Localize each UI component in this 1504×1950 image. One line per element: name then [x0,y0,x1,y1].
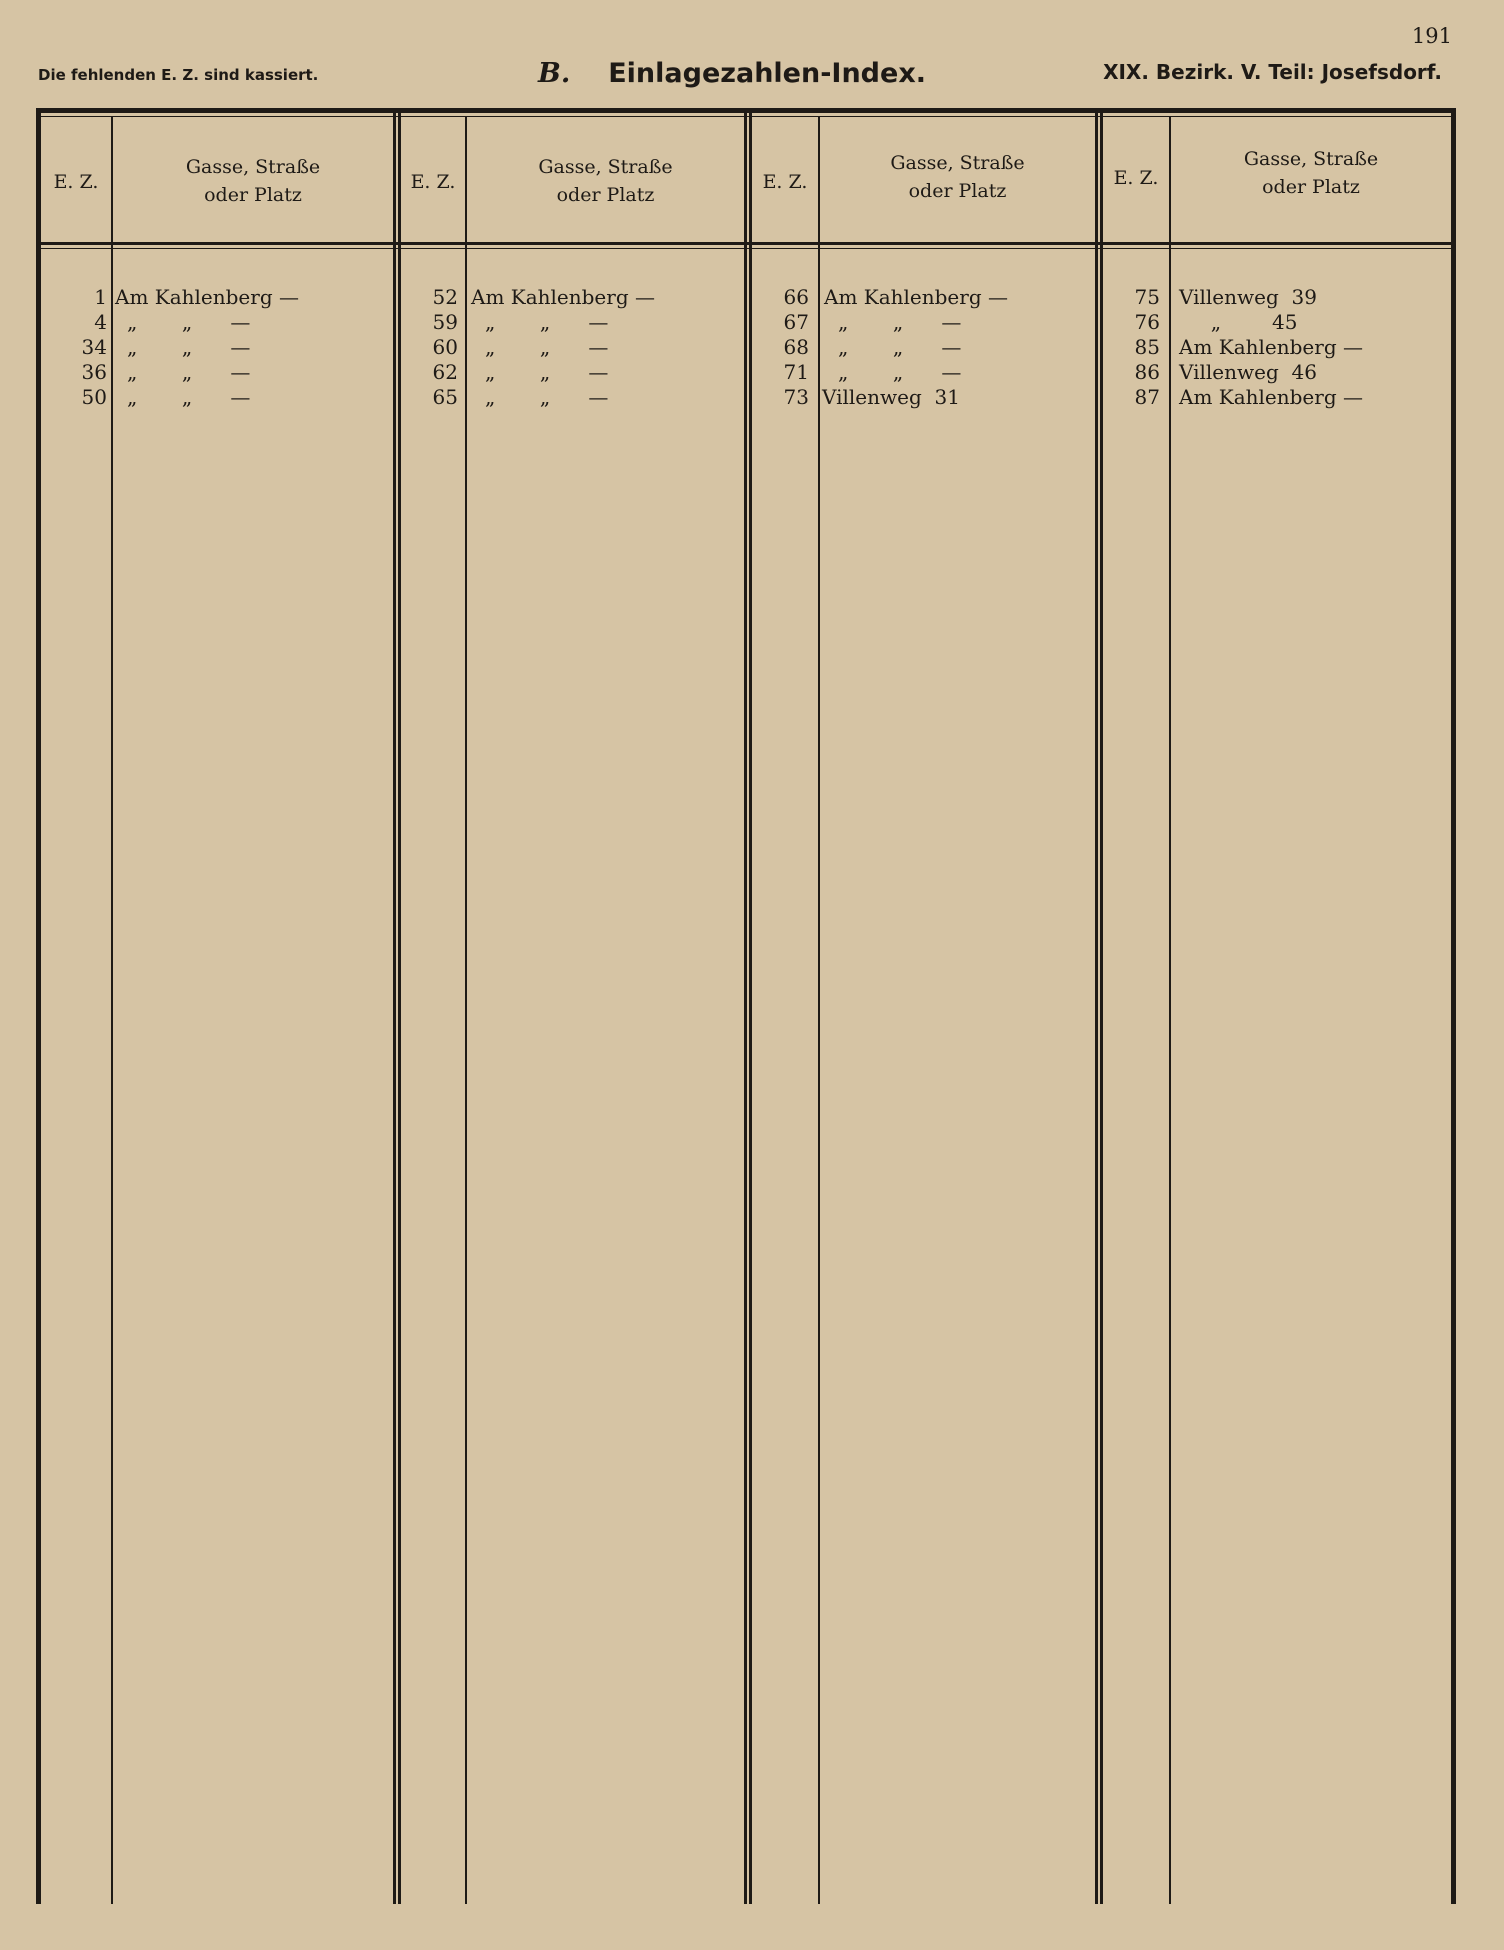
index-group-3 [752,113,1095,1904]
street-header-line2: oder Platz [204,184,302,206]
ez-number: 52 [432,285,458,309]
street-name: „ „ — [127,385,251,409]
group-rows [401,285,744,410]
list-item [41,285,393,310]
group-divider-3 [1095,113,1103,1904]
list-item [752,310,1095,335]
street-name: „ „ — [127,360,251,384]
index-group-1 [41,113,393,1904]
street-name: „ „ — [485,335,609,359]
list-item [401,360,744,385]
ez-number: 4 [94,310,107,334]
street-header-line2: oder Platz [1262,176,1360,198]
street-name: „ „ — [127,335,251,359]
ez-number: 75 [1134,285,1160,309]
ez-number: 60 [432,335,458,359]
street-name: „ „ — [838,335,962,359]
street-header-line2: oder Platz [556,184,655,206]
list-item [41,335,393,360]
ez-header: E. Z. [410,171,456,193]
street-header [820,149,1095,205]
street-header-line1: Gasse, Straße [890,152,1025,174]
street-name: „ „ — [485,385,609,409]
group-rows [41,285,393,410]
street-name: Villenweg 31 [822,385,960,409]
ez-header: E. Z. [53,171,99,193]
street-header-line1: Gasse, Straße [1243,148,1379,170]
list-item [752,285,1095,310]
ez-number: 76 [1134,310,1160,334]
street-name: „ „ — [838,310,962,334]
ez-header: E. Z. [1113,167,1159,189]
street-name: „ „ — [127,310,251,334]
street-header [1171,145,1451,201]
list-item [1103,335,1451,360]
list-item [401,335,744,360]
ez-number: 85 [1134,335,1160,359]
page-number: 191 [1411,24,1452,48]
group-divider-2 [744,113,752,1904]
ez-number: 62 [432,360,458,384]
list-item [41,360,393,385]
list-item [1103,360,1451,385]
ez-number: 68 [783,335,809,359]
street-name: „ „ — [838,360,962,384]
list-item [1103,385,1451,410]
list-item [752,335,1095,360]
ez-number: 66 [783,285,809,309]
ez-number: 73 [783,385,809,409]
index-group-4 [1103,113,1451,1904]
ez-number: 34 [81,335,107,359]
street-header [113,153,393,209]
street-name: Am Kahlenberg — [471,285,655,309]
list-item [752,385,1095,410]
ez-number: 71 [783,360,809,384]
list-item [401,385,744,410]
list-item [41,310,393,335]
street-name: Villenweg 46 [1179,360,1317,384]
street-name: Am Kahlenberg — [1179,335,1363,359]
ez-number: 36 [81,360,107,384]
header-title [538,58,926,89]
street-name: „ „ — [485,360,609,384]
index-table [36,108,1456,1904]
section-letter: B. [538,58,571,89]
ez-number: 59 [432,310,458,334]
index-group-2 [401,113,744,1904]
street-header-line2: oder Platz [908,180,1007,202]
index-title: Einlagezahlen-Index. [608,58,926,89]
street-name: Villenweg 39 [1179,285,1317,309]
street-header-line1: Gasse, Straße [538,156,673,178]
header-right: XIX. Bezirk. V. Teil: Josefsdorf. [1103,60,1442,84]
list-item [401,310,744,335]
ez-number: 86 [1134,360,1160,384]
street-name: „ „ — [485,310,609,334]
list-item [1103,285,1451,310]
ez-number: 87 [1134,385,1160,409]
group-divider-1 [393,113,401,1904]
ez-number: 50 [81,385,107,409]
street-header-line1: Gasse, Straße [185,156,321,178]
street-header [467,153,744,209]
list-item [1103,310,1451,335]
street-name: „ 45 [1179,310,1298,334]
ez-number: 67 [783,310,809,334]
list-item [401,285,744,310]
group-rows [1103,285,1451,410]
ez-header: E. Z. [762,171,808,193]
street-name: Am Kahlenberg — [1179,385,1363,409]
street-name: Am Kahlenberg — [115,285,299,309]
ez-number: 1 [94,285,107,309]
list-item [752,360,1095,385]
header-left-note: Die fehlenden E. Z. sind kassiert. [38,66,319,84]
street-name: Am Kahlenberg — [824,285,1008,309]
group-rows [752,285,1095,410]
ez-number: 65 [432,385,458,409]
list-item [41,385,393,410]
